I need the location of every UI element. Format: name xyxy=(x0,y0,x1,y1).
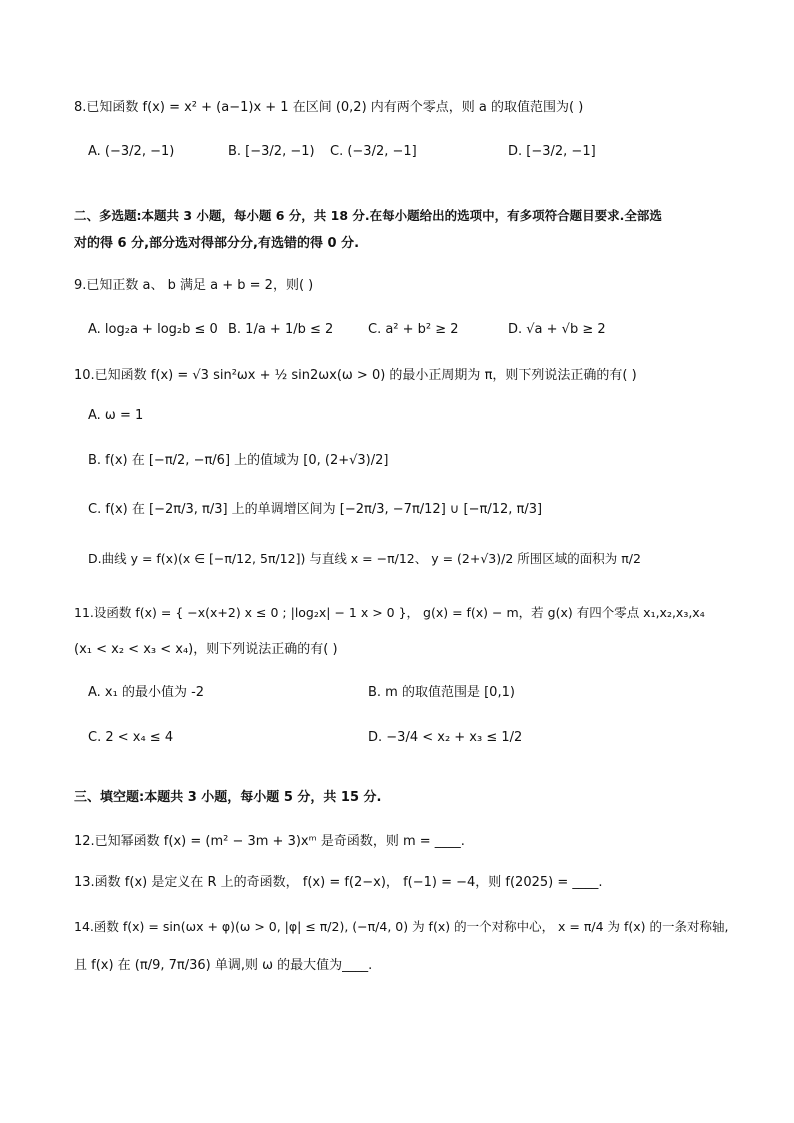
q11-option-a: A. x₁ 的最小值为 -2 xyxy=(88,685,205,700)
q10-option-b: B. f(x) 在 [−π/2, −π/6] 上的值域为 [0, (2+√3)/2] xyxy=(88,453,389,468)
q10-option-a: A. ω = 1 xyxy=(88,408,144,423)
q12-stem: 12.已知幂函数 f(x) = (m² − 3m + 3)xᵐ 是奇函数，则 m = ____. xyxy=(74,834,465,849)
q9-stem: 9.已知正数 a、 b 满足 a + b = 2，则( ) xyxy=(74,278,314,293)
q11-option-d: D. −3/4 < x₂ + x₃ ≤ 1/2 xyxy=(368,730,523,745)
section3-heading: 三、填空题:本题共 3 小题，每小题 5 分，共 15 分. xyxy=(74,790,382,805)
q9-option-a: A. log₂a + log₂b ≤ 0 xyxy=(88,322,218,337)
q8-option-a: A. (−3/2, −1) xyxy=(88,144,175,159)
q8-stem: 8.已知函数 f(x) = x² + (a−1)x + 1 在区间 (0,2) 内有两个零点，则 a 的取值范围为( ) xyxy=(74,100,584,115)
q11-stem-line2: (x₁ < x₂ < x₃ < x₄)，则下列说法正确的有( ) xyxy=(74,642,338,657)
q9-option-d: D. √a + √b ≥ 2 xyxy=(508,322,606,337)
section2-heading-line2: 对的得 6 分,部分选对得部分分,有选错的得 0 分. xyxy=(74,236,360,251)
q13-stem: 13.函数 f(x) 是定义在 R 上的奇函数， f(x) = f(2−x)， f(−1) = −4，则 f(2025) = ____. xyxy=(74,875,603,890)
q9-option-c: C. a² + b² ≥ 2 xyxy=(368,322,459,337)
section2-heading-line1: 二、多选题:本题共 3 小题，每小题 6 分，共 18 分.在每小题给出的选项中，有多项符合题目要求.全部选 xyxy=(74,208,662,223)
q14-stem-line1: 14.函数 f(x) = sin(ωx + φ)(ω > 0, |φ| ≤ π/2), (−π/4, 0) 为 f(x) 的一个对称中心， x = π/4 为 f(x) 的一条对称轴, xyxy=(74,919,729,934)
q8-option-c: C. (−3/2, −1] xyxy=(330,144,417,159)
q10-stem: 10.已知函数 f(x) = √3 sin²ωx + ½ sin2ωx(ω > 0) 的最小正周期为 π，则下列说法正确的有( ) xyxy=(74,368,637,383)
q14-stem-line2: 且 f(x) 在 (π/9, 7π/36) 单调,则 ω 的最大值为____. xyxy=(74,958,373,973)
q10-option-d: D.曲线 y = f(x)(x ∈ [−π/12, 5π/12]) 与直线 x = −π/12、 y = (2+√3)/2 所围区域的面积为 π/2 xyxy=(88,551,641,566)
q11-stem-line1: 11.设函数 f(x) = { −x(x+2) x ≤ 0 ; |log₂x| − 1 x > 0 }， g(x) = f(x) − m，若 g(x) 有四个零点 x₁,x₂,x₃,x₄ xyxy=(74,605,705,620)
q8-option-d: D. [−3/2, −1] xyxy=(508,144,596,159)
q9-option-b: B. 1/a + 1/b ≤ 2 xyxy=(228,322,334,337)
q11-option-b: B. m 的取值范围是 [0,1) xyxy=(368,685,515,700)
q11-option-c: C. 2 < x₄ ≤ 4 xyxy=(88,730,174,745)
q10-option-c: C. f(x) 在 [−2π/3, π/3] 上的单调增区间为 [−2π/3, −7π/12] ∪ [−π/12, π/3] xyxy=(88,502,543,517)
q8-option-b: B. [−3/2, −1) xyxy=(228,144,315,159)
